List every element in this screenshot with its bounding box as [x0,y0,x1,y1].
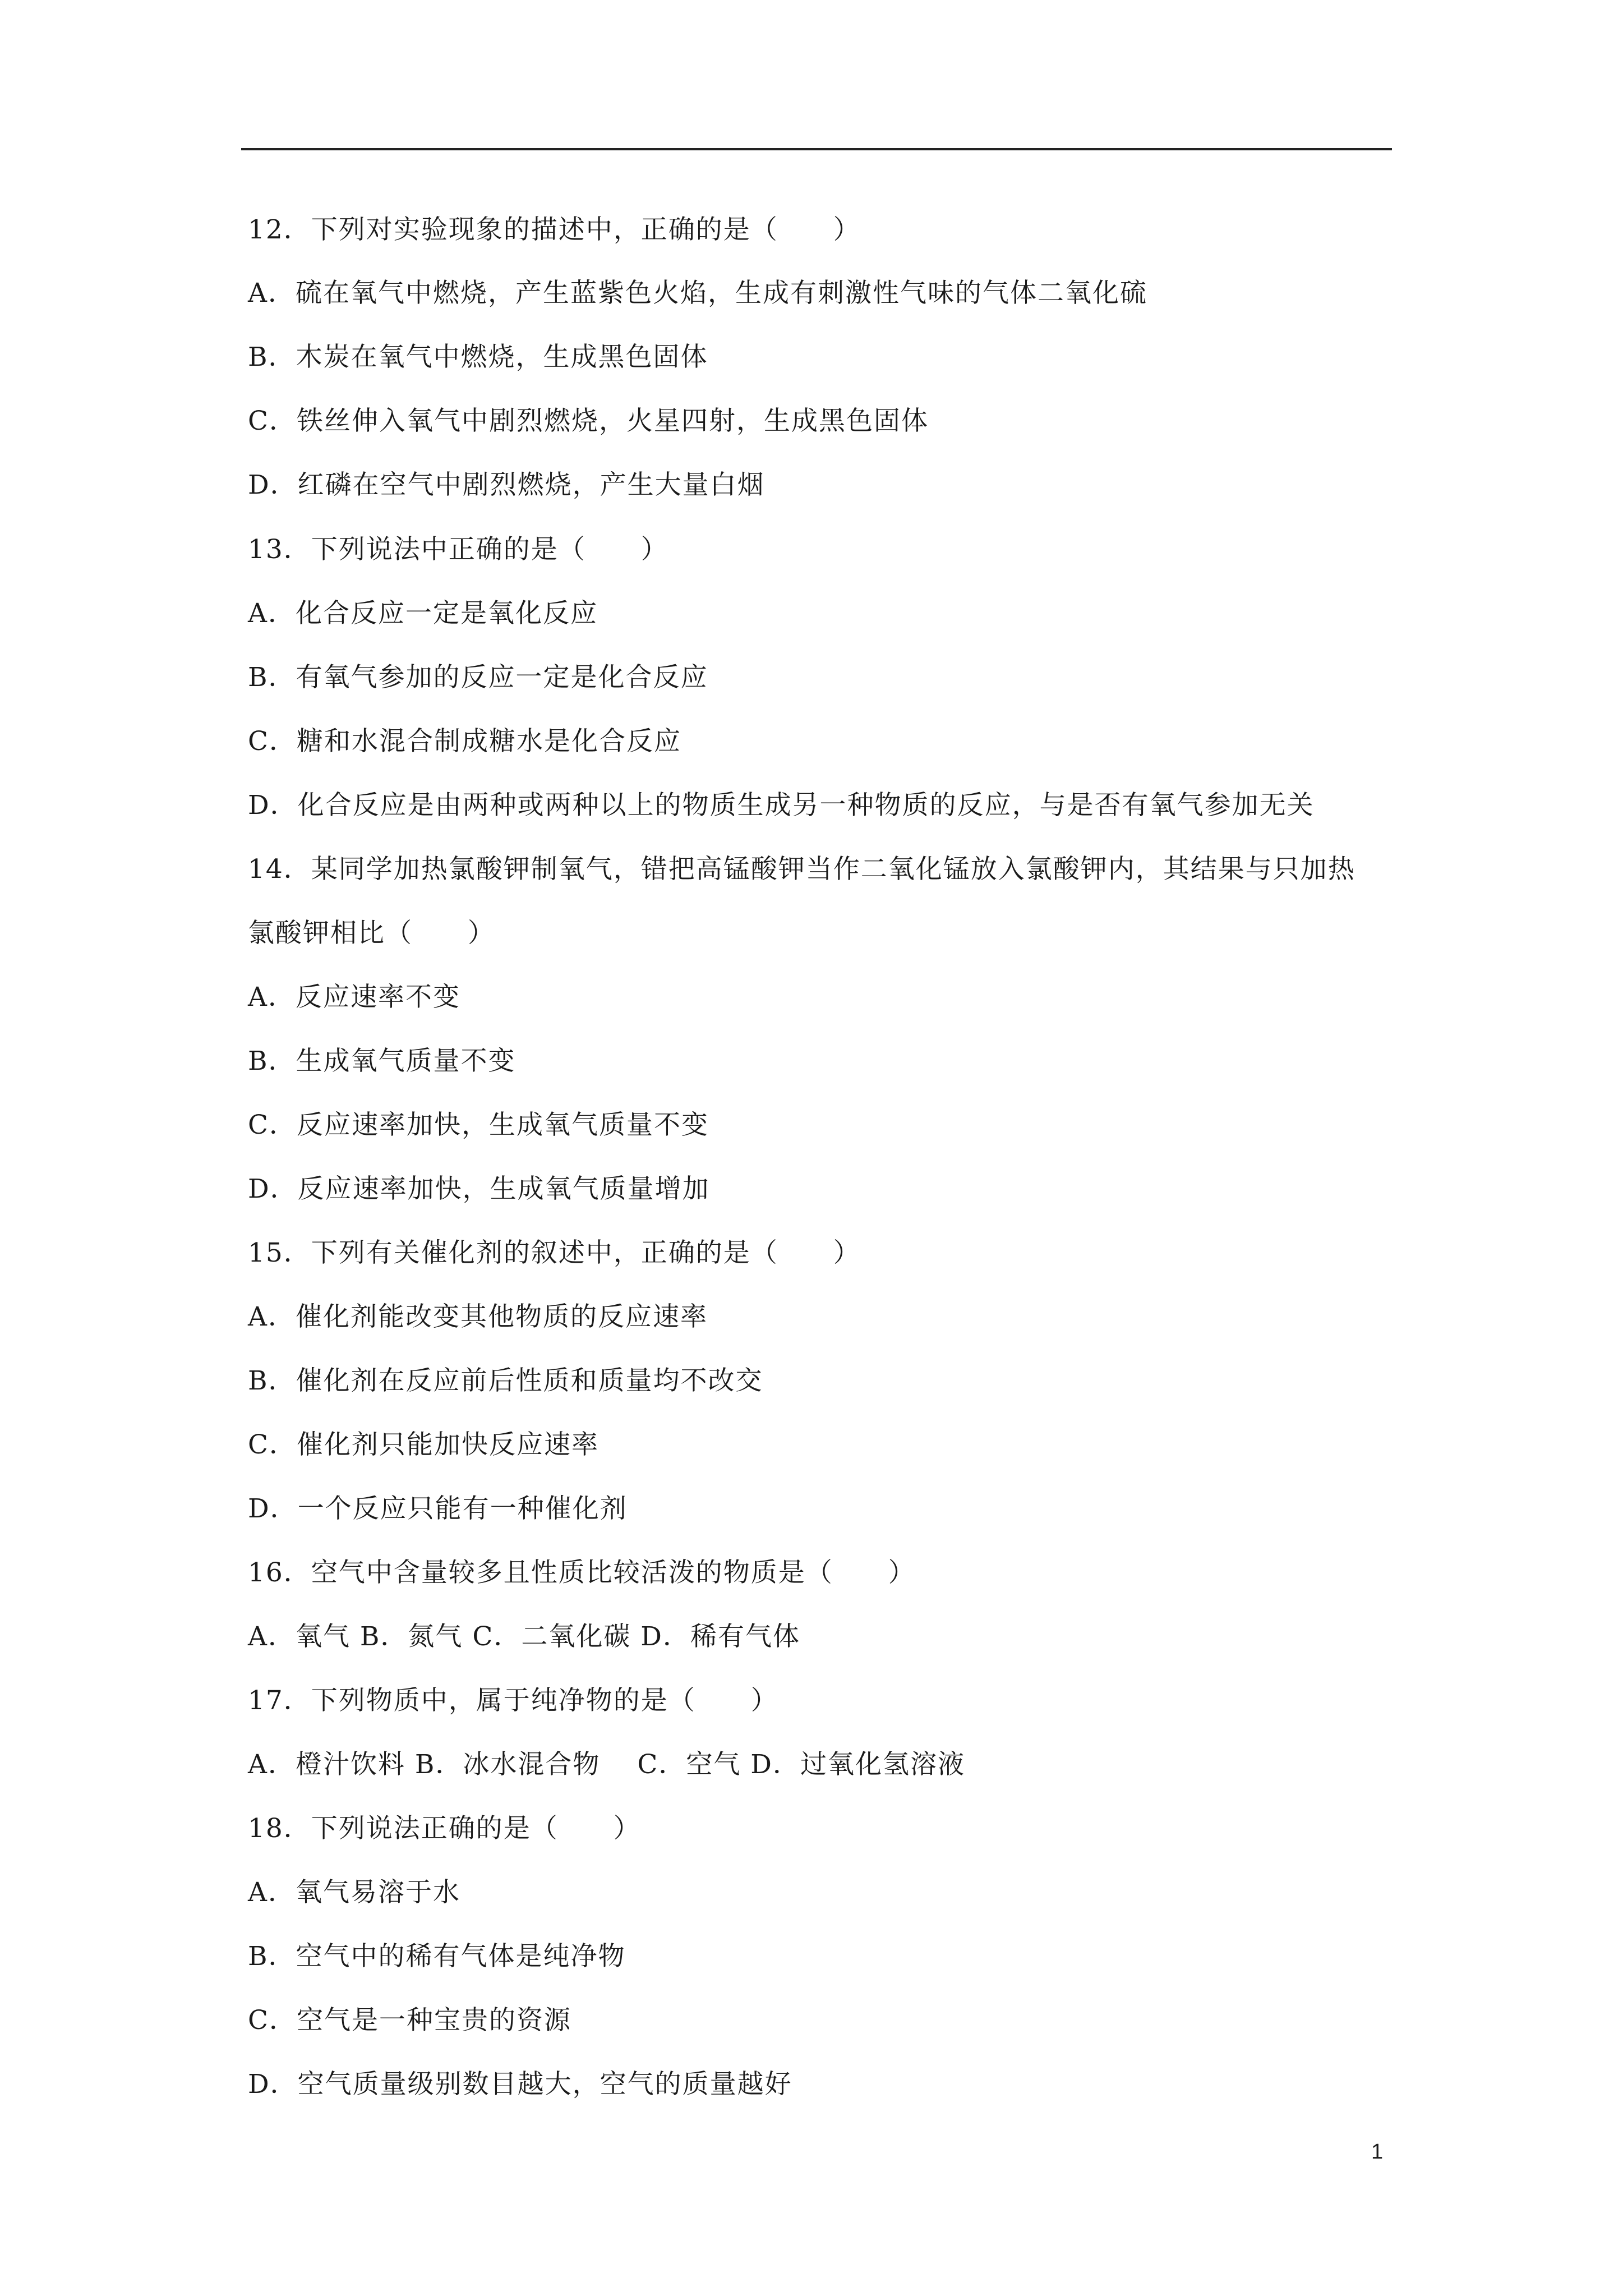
page-number: 1 [1371,2140,1384,2164]
question-15-option-b: B．催化剂在反应前后性质和质量均不改交 [248,1365,763,1396]
question-13-stem: 13．下列说法中正确的是（ ） [248,534,668,565]
question-15-option-d: D．一个反应只能有一种催化剂 [248,1493,628,1524]
question-14-option-a: A．反应速率不变 [248,982,460,1013]
question-13-option-a: A．化合反应一定是氧化反应 [248,598,598,629]
question-15-option-a: A．催化剂能改变其他物质的反应速率 [248,1301,708,1332]
question-12-option-d: D．红磷在空气中剧烈燃烧，产生大量白烟 [248,470,765,500]
question-16-stem: 16．空气中含量较多且性质比较活泼的物质是（ ） [248,1557,916,1588]
question-14-option-c: C．反应速率加快，生成氧气质量不变 [248,1110,709,1140]
question-12-stem: 12．下列对实验现象的描述中，正确的是（ ） [248,214,861,245]
question-17-stem: 17．下列物质中，属于纯净物的是（ ） [248,1685,778,1716]
question-12-option-b: B．木炭在氧气中燃烧，生成黑色固体 [248,342,708,372]
question-15-stem: 15．下列有关催化剂的叙述中，正确的是（ ） [248,1237,861,1268]
question-17-options: A．橙汁饮料 B．冰水混合物 C．空气 D．过氧化氢溶液 [248,1749,965,1780]
question-18-option-b: B．空气中的稀有气体是纯净物 [248,1941,626,1972]
question-13-option-b: B．有氧气参加的反应一定是化合反应 [248,662,708,693]
question-12-option-a: A．硫在氧气中燃烧，产生蓝紫色火焰，生成有刺激性气味的气体二氧化硫 [248,278,1147,309]
question-16-options: A．氧气 B．氮气 C．二氧化碳 D．稀有气体 [248,1621,800,1652]
question-18-option-d: D．空气质量级别数目越大，空气的质量越好 [248,2069,792,2100]
question-18-option-a: A．氧气易溶于水 [248,1877,460,1908]
question-15-option-c: C．催化剂只能加快反应速率 [248,1429,599,1460]
question-14-option-d: D．反应速率加快，生成氧气质量增加 [248,1174,710,1204]
question-18-stem: 18．下列说法正确的是（ ） [248,1813,641,1844]
question-12-option-c: C．铁丝伸入氧气中剧烈燃烧，火星四射，生成黑色固体 [248,406,929,436]
question-14-stem: 14．某同学加热氯酸钾制氧气，错把高锰酸钾当作二氧化锰放入氯酸钾内，其结果与只加热 [248,854,1355,885]
question-13-option-d: D．化合反应是由两种或两种以上的物质生成另一种物质的反应，与是否有氧气参加无关 [248,790,1315,821]
question-14-stem-cont: 氯酸钾相比（ ） [248,918,495,949]
header-rule [241,148,1392,150]
question-14-option-b: B．生成氧气质量不变 [248,1046,516,1076]
question-18-option-c: C．空气是一种宝贵的资源 [248,2005,571,2036]
question-13-option-c: C．糖和水混合制成糖水是化合反应 [248,726,681,757]
